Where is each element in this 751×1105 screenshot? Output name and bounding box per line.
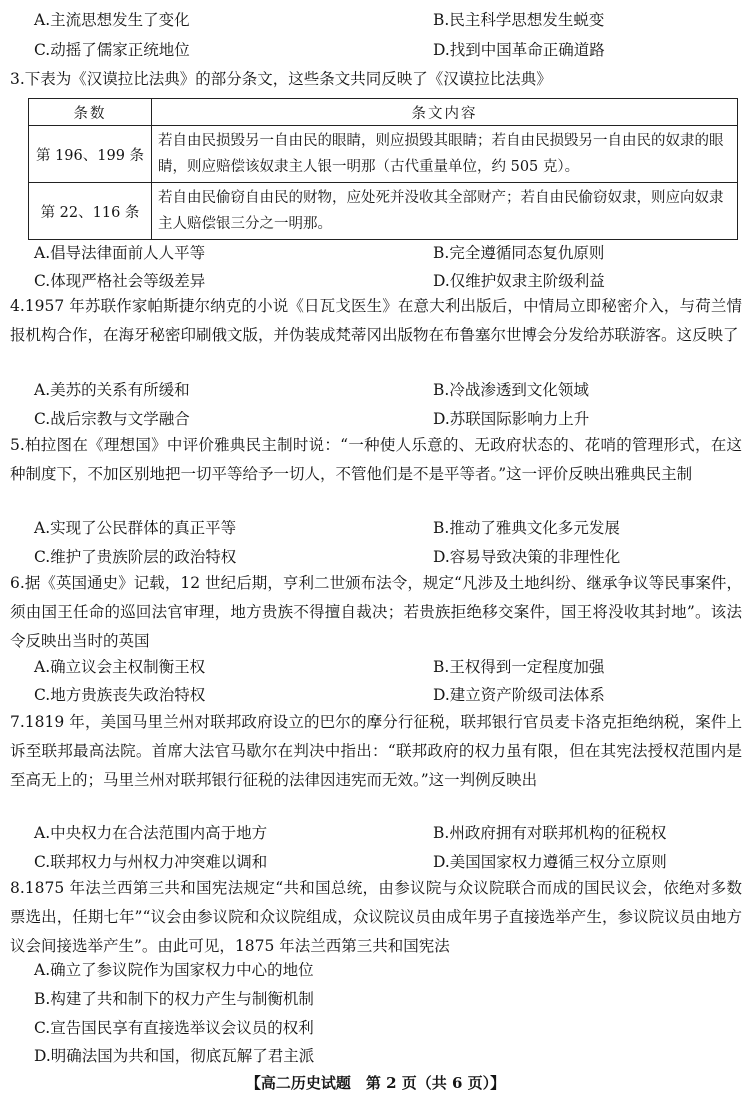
q7-option-c: C.联邦权力与州权力冲突难以调和 (34, 853, 268, 871)
q5-stem: 5.柏拉图在《理想国》中评价雅典民主制时说：“一种使人乐意的、无政府状态的、花哨的管理形式，在这种制度下，不加区别地把一切平等给予一切人，不管他们是不是平等者。”这一评价反映出雅典民主制 (10, 436, 742, 483)
q2-option-c: C.动摇了儒家正统地位 (34, 41, 190, 59)
q3-option-d: D.仅维护奴隶主阶级利益 (433, 272, 605, 290)
q8-option-a: A.确立了参议院作为国家权力中心的地位 (34, 961, 314, 979)
q3-option-b: B.完全遵循同态复仇原则 (433, 244, 605, 262)
q4-stem: 4.1957 年苏联作家帕斯捷尔纳克的小说《日瓦戈医生》在意大利出版后，中情局立即秘密介入，与荷兰情报机构合作，在海牙秘密印刷俄文版，并伪装成梵蒂冈出版物在布鲁塞尔世博会分发给苏联游客。这反映了 (10, 297, 742, 344)
table-header-content: 条文内容 (152, 99, 738, 126)
q2-option-a: A.主流思想发生了变化 (34, 11, 190, 29)
q8-option-c: C.宣告国民享有直接选举议会议员的权利 (34, 1019, 314, 1037)
q5-option-b: B.推动了雅典文化多元发展 (433, 519, 620, 537)
q3-option-c: C.体现严格社会等级差异 (34, 272, 206, 290)
q4-option-b: B.冷战渗透到文化领域 (433, 381, 589, 399)
q3-option-a: A.倡导法律面前人人平等 (34, 244, 206, 262)
q8-option-d: D.明确法国为共和国，彻底瓦解了君主派 (34, 1047, 315, 1065)
q5-option-c: C.维护了贵族阶层的政治特权 (34, 548, 237, 566)
table-row (29, 126, 738, 183)
q4-option-a: A.美苏的关系有所缓和 (34, 381, 190, 399)
q6-option-a: A.确立议会主权制衡王权 (34, 658, 206, 676)
q7-option-a: A.中央权力在合法范围内高于地方 (34, 824, 268, 842)
table-cell-content: 若自由民偷窃自由民的财物，应处死并没收其全部财产；若自由民偷窃奴隶，则应向奴隶主人赔偿银三分之一明那。 (152, 183, 738, 240)
q2-option-d: D.找到中国革命正确道路 (433, 41, 605, 59)
q4-option-d: D.苏联国际影响力上升 (433, 410, 590, 428)
q6-option-d: D.建立资产阶级司法体系 (433, 686, 605, 704)
table-header-number: 条数 (29, 99, 152, 126)
q8-option-b: B.构建了共和制下的权力产生与制衡机制 (34, 990, 314, 1008)
q3-stem: 3.下表为《汉谟拉比法典》的部分条文，这些条文共同反映了《汉谟拉比法典》 (10, 70, 552, 88)
table-cell-number: 第 196、199 条 (29, 126, 152, 183)
table-row (29, 183, 738, 240)
q5-option-a: A.实现了公民群体的真正平等 (34, 519, 237, 537)
q6-stem: 6.据《英国通史》记载，12 世纪后期，亨利二世颁布法令，规定“凡涉及土地纠纷、继承争议等民事案件，须由国王任命的巡回法官审理，地方贵族不得擅自裁决；若贵族拒绝移交案件，国王将没收其封地”。该法令反映出当时的英国 (10, 574, 742, 650)
q6-option-c: C.地方贵族丧失政治特权 (34, 686, 206, 704)
page-footer: 【高二历史试题 第 2 页（共 6 页）】 (245, 1074, 506, 1092)
q4-option-c: C.战后宗教与文学融合 (34, 410, 190, 428)
hammurabi-table (28, 98, 738, 240)
q8-stem: 8.1875 年法兰西第三共和国宪法规定“共和国总统，由参议院与众议院联合而成的国民议会，依绝对多数票选出，任期七年”“议会由参议院和众议院组成，众议院议员由成年男子直接选举产生，参议院议员由地方议会间接选举产生”。由此可见，1875 年法兰西第三共和国宪法 (10, 879, 742, 955)
q7-option-d: D.美国国家权力遵循三权分立原则 (433, 853, 667, 871)
q6-option-b: B.王权得到一定程度加强 (433, 658, 605, 676)
table-cell-number: 第 22、116 条 (29, 183, 152, 240)
table-header-row (29, 99, 738, 126)
q7-stem: 7.1819 年，美国马里兰州对联邦政府设立的巴尔的摩分行征税，联邦银行官员麦卡洛克拒绝纳税，案件上诉至联邦最高法院。首席大法官马歇尔在判决中指出：“联邦政府的权力虽有限，但在其宪法授权范围内是至高无上的；马里兰州对联邦银行征税的法律因违宪而无效。”这一判例反映出 (10, 713, 742, 789)
q7-option-b: B.州政府拥有对联邦机构的征税权 (433, 824, 667, 842)
q5-option-d: D.容易导致决策的非理性化 (433, 548, 621, 566)
q2-option-b: B.民主科学思想发生蜕变 (433, 11, 605, 29)
table-cell-content: 若自由民损毁另一自由民的眼睛，则应损毁其眼睛；若自由民损毁另一自由民的奴隶的眼睛，则应赔偿该奴隶主人银一明那（古代重量单位，约 505 克）。 (152, 126, 738, 183)
